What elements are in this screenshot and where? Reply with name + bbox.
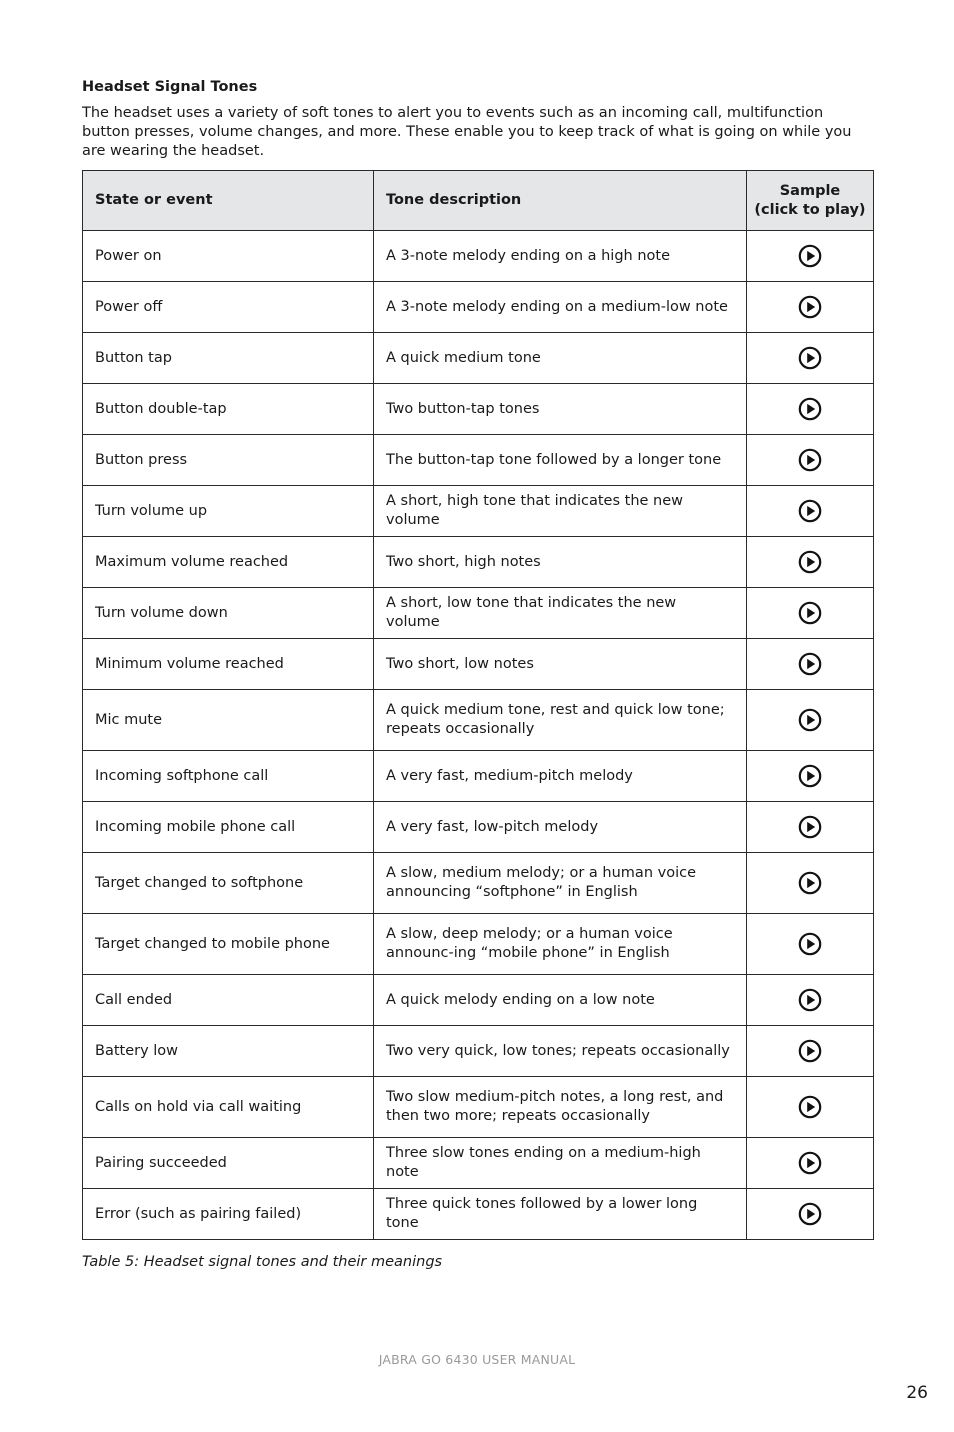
description-cell: A quick medium tone (374, 333, 747, 384)
description-cell: A 3-note melody ending on a medium-low note (374, 282, 747, 333)
table-row (83, 333, 874, 384)
play-circle-icon[interactable] (798, 764, 822, 788)
play-circle-icon[interactable] (798, 1151, 822, 1175)
description-cell: Two very quick, low tones; repeats occasionally (374, 1026, 747, 1077)
table-row (83, 802, 874, 853)
sample-cell (747, 690, 874, 751)
play-circle-icon[interactable] (798, 1202, 822, 1226)
state-cell: Target changed to mobile phone (83, 914, 374, 975)
sample-cell (747, 537, 874, 588)
sample-cell (747, 802, 874, 853)
state-cell: Power on (83, 231, 374, 282)
table-row (83, 751, 874, 802)
table-row (83, 639, 874, 690)
sample-cell (747, 1026, 874, 1077)
play-circle-icon[interactable] (798, 397, 822, 421)
state-cell: Call ended (83, 975, 374, 1026)
sample-cell (747, 486, 874, 537)
play-circle-icon[interactable] (798, 932, 822, 956)
table-body (83, 231, 874, 1240)
sample-cell (747, 1189, 874, 1240)
description-cell: A 3-note melody ending on a high note (374, 231, 747, 282)
sample-cell (747, 384, 874, 435)
sample-cell (747, 333, 874, 384)
state-cell: Button press (83, 435, 374, 486)
header-state: State or event (83, 171, 374, 231)
state-cell: Maximum volume reached (83, 537, 374, 588)
play-circle-icon[interactable] (798, 448, 822, 472)
table-row (83, 588, 874, 639)
table-row (83, 282, 874, 333)
header-sample-line2: (click to play) (754, 201, 866, 218)
state-cell: Power off (83, 282, 374, 333)
sample-cell (747, 639, 874, 690)
sample-cell (747, 588, 874, 639)
play-circle-icon[interactable] (798, 1039, 822, 1063)
description-cell: A short, high tone that indicates the new volume (374, 486, 747, 537)
sample-cell (747, 1077, 874, 1138)
page-footer: JABRA GO 6430 USER MANUAL (378, 1352, 576, 1367)
description-cell: A slow, medium melody; or a human voice announcing “softphone” in English (374, 853, 747, 914)
state-cell: Battery low (83, 1026, 374, 1077)
play-circle-icon[interactable] (798, 652, 822, 676)
header-sample (747, 171, 874, 231)
description-cell: Two button-tap tones (374, 384, 747, 435)
table-row (83, 537, 874, 588)
table-row (83, 486, 874, 537)
table-row (83, 914, 874, 975)
page-number: 26 (906, 1383, 928, 1403)
play-circle-icon[interactable] (798, 871, 822, 895)
sample-cell (747, 975, 874, 1026)
sample-cell (747, 282, 874, 333)
state-cell: Pairing succeeded (83, 1138, 374, 1189)
table-caption: Table 5: Headset signal tones and their meanings (82, 1254, 443, 1270)
state-cell: Incoming softphone call (83, 751, 374, 802)
table-row (83, 690, 874, 751)
section-heading: Headset Signal Tones (82, 79, 258, 95)
play-circle-icon[interactable] (798, 244, 822, 268)
state-cell: Minimum volume reached (83, 639, 374, 690)
description-cell: A short, low tone that indicates the new volume (374, 588, 747, 639)
description-cell: A very fast, low-pitch melody (374, 802, 747, 853)
description-cell: Two short, high notes (374, 537, 747, 588)
description-cell: A slow, deep melody; or a human voice announc-ing “mobile phone” in English (374, 914, 747, 975)
table-header-row (83, 171, 874, 231)
signal-tones-table (82, 170, 874, 1240)
table-row (83, 853, 874, 914)
state-cell: Button double-tap (83, 384, 374, 435)
sample-cell (747, 1138, 874, 1189)
play-circle-icon[interactable] (798, 815, 822, 839)
sample-cell (747, 914, 874, 975)
state-cell: Turn volume up (83, 486, 374, 537)
header-description: Tone description (374, 171, 747, 231)
sample-cell (747, 853, 874, 914)
intro-paragraph: The headset uses a variety of soft tones to alert you to events such as an incoming call, multifunction button presses, volume changes, and more. These enable you to keep track of what is going on while you are wearing the headset. (82, 105, 852, 159)
description-cell: A quick melody ending on a low note (374, 975, 747, 1026)
state-cell: Incoming mobile phone call (83, 802, 374, 853)
description-cell: Two short, low notes (374, 639, 747, 690)
state-cell: Button tap (83, 333, 374, 384)
table-row (83, 1026, 874, 1077)
play-circle-icon[interactable] (798, 346, 822, 370)
table-row (83, 384, 874, 435)
table-row (83, 1189, 874, 1240)
play-circle-icon[interactable] (798, 708, 822, 732)
play-circle-icon[interactable] (798, 988, 822, 1012)
description-cell: A very fast, medium-pitch melody (374, 751, 747, 802)
sample-cell (747, 751, 874, 802)
state-cell: Calls on hold via call waiting (83, 1077, 374, 1138)
state-cell: Error (such as pairing failed) (83, 1189, 374, 1240)
sample-cell (747, 231, 874, 282)
sample-cell (747, 435, 874, 486)
description-cell: A quick medium tone, rest and quick low tone; repeats occasionally (374, 690, 747, 751)
play-circle-icon[interactable] (798, 601, 822, 625)
description-cell: Two slow medium-pitch notes, a long rest, and then two more; repeats occasionally (374, 1077, 747, 1138)
description-cell: The button-tap tone followed by a longer tone (374, 435, 747, 486)
play-circle-icon[interactable] (798, 499, 822, 523)
table-row (83, 1077, 874, 1138)
state-cell: Target changed to softphone (83, 853, 374, 914)
table-row (83, 435, 874, 486)
table-row (83, 231, 874, 282)
play-circle-icon[interactable] (798, 550, 822, 574)
state-cell: Turn volume down (83, 588, 374, 639)
play-circle-icon[interactable] (798, 1095, 822, 1119)
header-sample-line1: Sample (779, 182, 841, 199)
play-circle-icon[interactable] (798, 295, 822, 319)
table-row (83, 1138, 874, 1189)
description-cell: Three slow tones ending on a medium-high note (374, 1138, 747, 1189)
description-cell: Three quick tones followed by a lower long tone (374, 1189, 747, 1240)
state-cell: Mic mute (83, 690, 374, 751)
table-row (83, 975, 874, 1026)
